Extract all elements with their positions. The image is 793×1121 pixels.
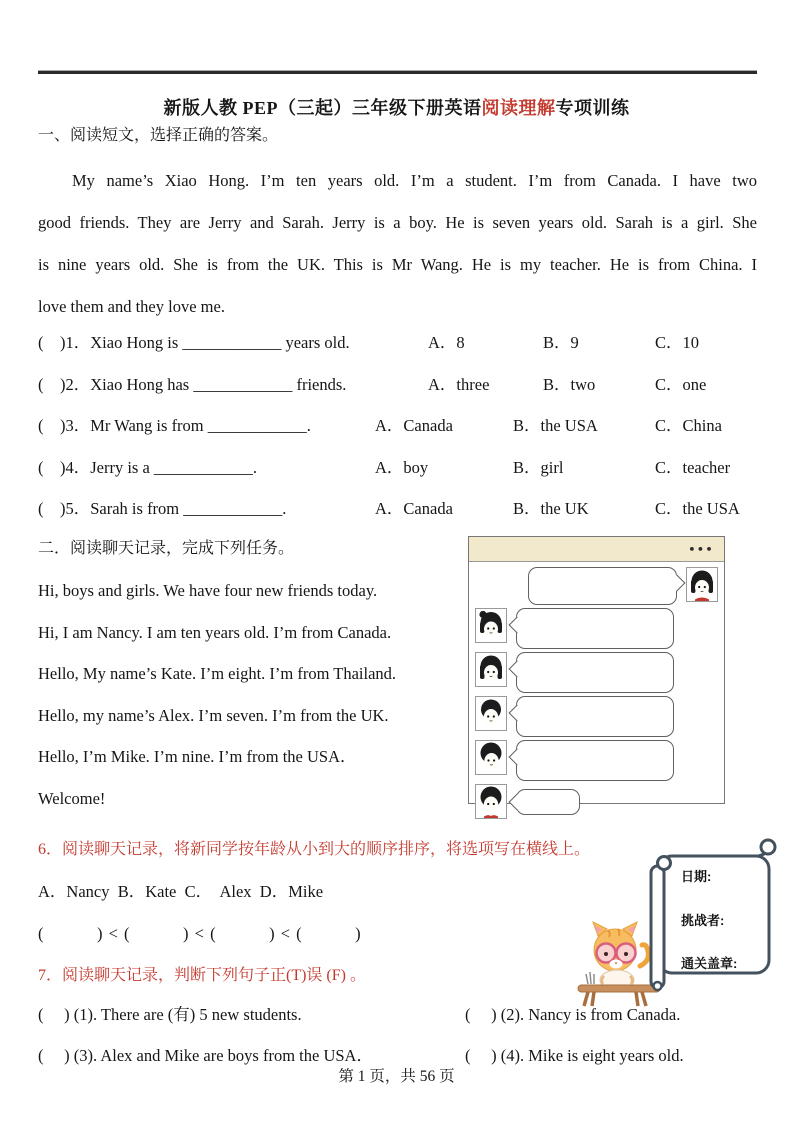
date-label: 日期: — [681, 869, 712, 884]
header-rule — [38, 70, 757, 74]
chat-row-nancy — [475, 608, 718, 649]
passage-line: good friends. They are Jerry and Sarah. Jerry is a boy. He is seven years old. Sarah is a girl. She — [38, 213, 757, 232]
avatar-mike — [475, 740, 507, 775]
title-highlight: 阅读理解 — [481, 98, 556, 119]
section1-heading: 一、阅读短文，选择正确的答案。 — [38, 127, 279, 144]
option-a: A．8 — [428, 333, 465, 352]
chat-row-mike — [475, 740, 718, 781]
option-c: C．the USA — [655, 499, 740, 518]
question-stem: ( )2．Xiao Hong has ____________ friends. — [38, 374, 347, 394]
speech-bubble — [516, 789, 580, 815]
chat-illustration-panel — [468, 536, 725, 804]
option-b: B．the USA — [513, 416, 598, 435]
option-b: B．the UK — [513, 499, 589, 518]
tf-item-2: ( ) (2). Nancy is from Canada. — [465, 1005, 681, 1024]
page-title — [0, 94, 793, 120]
option-a: A．Canada — [375, 499, 453, 518]
chat-text-line: Hi, boys and girls. We have four new friends today. — [38, 581, 378, 600]
speech-bubble — [516, 652, 674, 693]
title-suffix: 专项训练 — [555, 98, 630, 119]
option-a: A．Canada — [375, 416, 453, 435]
question6-options: A．Nancy B．Kate C． Alex D．Mike — [38, 882, 324, 901]
question-row-1 — [38, 322, 757, 364]
chat-row-welcome — [475, 784, 718, 819]
multiple-choice-questions — [38, 322, 757, 530]
option-c: C．one — [655, 374, 707, 394]
option-c: C．teacher — [655, 457, 731, 477]
chat-text-line: Hello, my name’s Alex. I’m seven. I’m from the UK. — [38, 705, 389, 725]
speech-bubble — [516, 696, 674, 737]
question6-heading: 6．阅读聊天记录，将新同学按年龄从小到大的顺序排序，将选项写在横线上。 — [38, 841, 591, 858]
tf-item-1: ( ) (1). There are (有) 5 new students. — [38, 1005, 302, 1024]
avatar-teacher — [686, 567, 718, 602]
chat-text-line: Hello, My name’s Kate. I’m eight. I’m from Thailand. — [38, 664, 397, 683]
avatar-kate — [475, 652, 507, 687]
speech-bubble — [516, 740, 674, 781]
question-stem: ( )3．Mr Wang is from ____________. — [38, 416, 311, 435]
question7-heading: 7．阅读聊天记录，判断下列句子正(T)误 (F) 。 — [38, 967, 366, 984]
chat-text-line: Hello, I’m Mike. I’m nine. I’m from the USA． — [38, 747, 357, 766]
section2 — [38, 528, 757, 828]
chat-panel-header — [469, 537, 724, 562]
question-stem: ( )4．Jerry is a ____________. — [38, 457, 258, 477]
avatar-teacher-welcome — [475, 784, 507, 819]
avatar-alex — [475, 696, 507, 731]
option-b: B．two — [543, 374, 596, 394]
question6-order-blanks: ( ) < ( ) < ( ) < ( ) — [38, 924, 362, 943]
section2-heading: 二．阅读聊天记录，完成下列任务。 — [38, 540, 295, 557]
question-row-3 — [38, 405, 757, 447]
question-stem: ( )1．Xiao Hong is ____________ years old. — [38, 333, 350, 352]
option-c: C．10 — [655, 333, 700, 352]
question-row-5 — [38, 488, 757, 530]
option-a: A．boy — [375, 457, 429, 477]
passage-line: love them and they love me. — [38, 297, 225, 316]
passage-line: My name’s Xiao Hong. I’m ten years old. I’m a student. I’m from Canada. I have two — [72, 171, 757, 190]
tf-item-4: ( ) (4). Mike is eight years old. — [465, 1046, 684, 1065]
speech-bubble — [528, 567, 677, 605]
challenger-label: 挑战者: — [681, 913, 725, 928]
chat-transcript-text — [38, 528, 478, 819]
question-stem: ( )5．Sarah is from ____________. — [38, 499, 287, 518]
question-row-4 — [38, 447, 757, 489]
avatar-nancy — [475, 608, 507, 643]
speech-bubble — [516, 608, 674, 649]
chat-text-line: Hi, I am Nancy. I am ten years old. I’m from Canada. — [38, 622, 392, 642]
title-prefix: 新版人教 PEP（三起）三年级下册英语 — [163, 98, 482, 119]
option-a: A．three — [428, 374, 490, 394]
option-b: B．girl — [513, 457, 564, 477]
pass-stamp-label: 通关盖章: — [681, 956, 738, 971]
chat-row-kate — [475, 652, 718, 693]
more-icon: ••• — [688, 542, 714, 556]
chat-row-teacher — [475, 567, 718, 605]
page-number-footer: 第 1 页，共 56 页 — [338, 1068, 455, 1085]
question-row-2 — [38, 364, 757, 406]
tf-item-3: ( ) (3). Alex and Mike are boys from the USA． — [38, 1046, 373, 1065]
chat-text-line: Welcome! — [38, 788, 106, 808]
chat-row-alex — [475, 696, 718, 737]
option-c: C．China — [655, 416, 722, 435]
reading-passage — [38, 160, 757, 328]
passage-line: is nine years old. She is from the UK. This is Mr Wang. He is my teacher. He is from China. I — [38, 255, 757, 274]
challenge-stamp-scroll — [643, 836, 778, 998]
option-b: B．9 — [543, 333, 579, 352]
